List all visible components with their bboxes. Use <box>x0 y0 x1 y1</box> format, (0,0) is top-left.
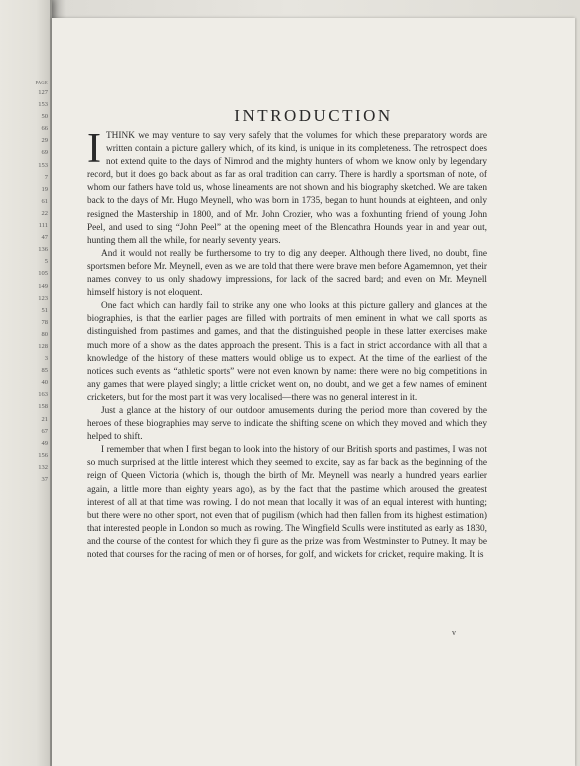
margin-page-number: 22 <box>41 209 48 217</box>
margin-page-number: 3 <box>44 355 48 363</box>
body-text <box>87 126 487 562</box>
margin-page-number: 5 <box>44 258 48 266</box>
margin-page-number: 136 <box>38 246 48 254</box>
paragraph-4: Just a glance at the history of our outdoor amusements during the period more than covered by the heroes of these biographies may serve to indicate the shifting scene on which they moved and which they helped to shift. <box>87 405 487 443</box>
margin-page-number: 153 <box>38 161 48 169</box>
page-number-column <box>28 80 48 486</box>
margin-page-number: 163 <box>38 391 48 399</box>
margin-page-number: 7 <box>44 173 48 181</box>
page-title: INTRODUCTION <box>234 106 393 125</box>
margin-page-number: 128 <box>38 342 48 350</box>
margin-page-number: 111 <box>38 222 48 230</box>
margin-page-number: 85 <box>41 367 48 375</box>
margin-page-number: 50 <box>41 113 48 121</box>
margin-page-number: 105 <box>38 270 48 278</box>
paragraph-2: And it would not really be furthersome to try to dig any deeper. Although there lived, no doubt, fine sportsmen before Mr. Meynell, even as we are told that there were brave men before Agamemnon, yet their names convey to us only shadowy impressions, for lack of the sacred bard; and even on Mr. Meynell himself history is not eloquent. <box>87 248 487 299</box>
margin-page-number: 158 <box>38 403 48 411</box>
margin-page-number: 132 <box>38 463 48 471</box>
margin-page-number: 40 <box>41 379 48 387</box>
right-page <box>52 18 575 766</box>
margin-page-number: 78 <box>41 318 48 326</box>
paragraph-3: One fact which can hardly fail to strike any one who looks at this picture gallery and glances at the biographies, is that the earlier pages are filled with portraits of men eminent in what we call sports as distinguished from pastimes and games, and that the distinguished people in these latter exercises make much more of a show as the dates approach the present. This is a fact in strict accordance with all that a knowledge of the history of these matters would oblige us to expect. At the time of the earliest of the notices such events as “athletic sports” were not even known by name: there were no big competitions in any games that were played singly; a little cricket went on, no doubt, and we get a few names of eminent cricketers, but for the most part it was very localised—there was no general interest in it. <box>87 301 487 403</box>
margin-page-number: 29 <box>41 137 48 145</box>
folio-number: v <box>452 628 456 637</box>
margin-page-number: 69 <box>41 149 48 157</box>
margin-page-number: 61 <box>41 197 48 205</box>
margin-page-number: 127 <box>38 89 48 96</box>
left-page <box>0 0 52 766</box>
margin-page-number: 37 <box>41 476 48 483</box>
paragraph-1 <box>87 126 487 248</box>
paragraph-5: I remember that when I first began to look into the history of our British sports and pastimes, I was not so much surprised at the little interest which they seemed to excite, say as far back as the beginning of the reign of Queen Victoria (which is, though the birth of Mr. Meynell was nearly a hundred years earlier again, a little more than eighty years ago), as by the fact that the pastime which aroused the greatest interest of all at that time was rowing. I do not mean that locally it was of an equal interest with hunting; but there were no other sport, not even that of pugilism (which had then fallen from its highest estimation) that interested people in London so much as rowing. The Wingfield Sculls were instituted as early as 1830, and the course of the contest for which they fi gure as the prize was from Westminster to Putney. It may be noted that courses for the racing of men or of horses, for golf, and wickets for cricket, require making. It is <box>87 445 487 560</box>
margin-page-number: 153 <box>38 101 48 109</box>
margin-page-number: 67 <box>41 427 48 435</box>
margin-page-number: 51 <box>41 306 48 314</box>
margin-page-number: 123 <box>38 294 48 302</box>
margin-page-number: 66 <box>41 125 48 133</box>
drop-cap: I <box>87 126 101 172</box>
margin-page-number: 19 <box>41 185 48 193</box>
margin-page-number: 21 <box>41 415 48 423</box>
paragraph-1-text: THINK we may venture to say very safely that the volumes for which these preparatory words are written contain a picture gallery which, of its kind, is unique in its completeness. The retrospect does not extend quite to the days of Nimrod and the mighty hunters of whom we know only by legendary record, but it does go back about as far as oral tradition can carry. There is hardly a sportsman of note, of whom our fathers have told us, whose lineaments are not shown and his biography sketched. We are taken back to the days of Mr. Hugo Meynell, who was born in 1735, began to hunt hounds at eighteen, and only resigned the Mastership in 1800, and of Mr. John Crozier, who was a foxhunting friend of young John Peel, and used to sing “John Peel” at the opening meet of the Blencathra Hounds year in and year out, hunting them all the while, for nearly seventy years. <box>87 131 487 246</box>
margin-page-number: 49 <box>41 439 48 447</box>
page-number-header: PAGE <box>35 80 48 85</box>
margin-page-number: 149 <box>38 282 48 290</box>
margin-page-number: 156 <box>38 451 48 459</box>
margin-page-number: 47 <box>41 234 48 242</box>
margin-page-number: 80 <box>41 330 48 338</box>
